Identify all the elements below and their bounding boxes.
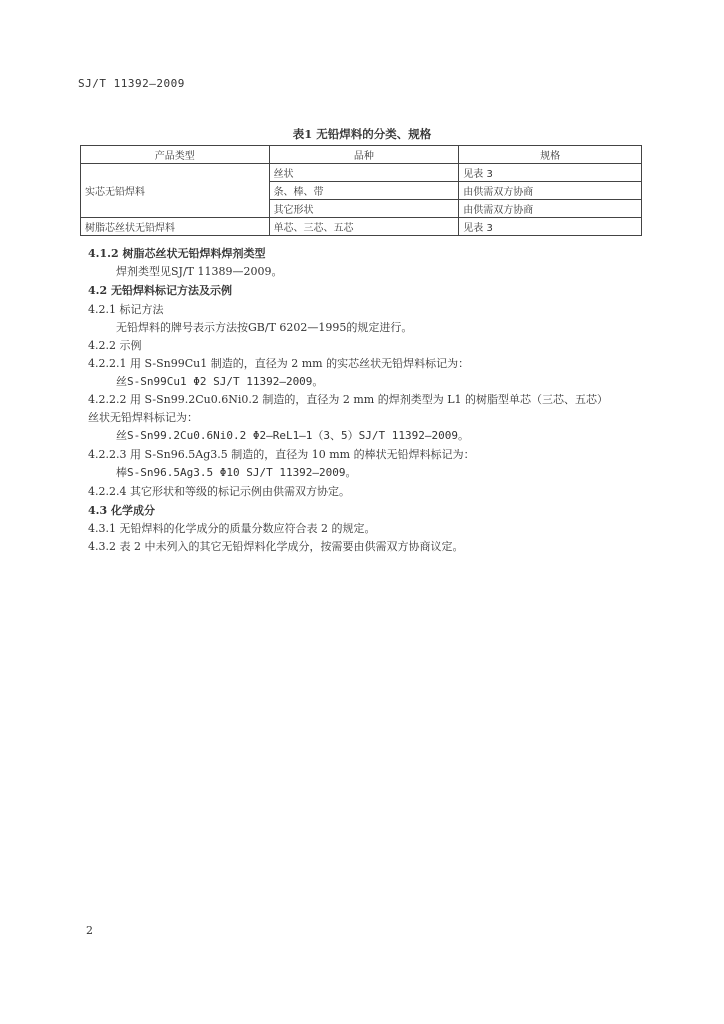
cell-product-type: 树脂芯丝状无铅焊料	[81, 218, 270, 236]
cell-variety: 其它形状	[269, 200, 459, 218]
table-header-row	[81, 146, 642, 164]
section-4-3-1-text: 4.3.1 无铅焊料的化学成分的质量分数应符合表 2 的规定。	[88, 522, 376, 535]
section-4-2-2-2-example: 丝S-Sn99.2Cu0.6Ni0.2 Φ2—ReL1—1（3、5）SJ/T 11392—2009。	[116, 429, 470, 442]
section-4-1-2-text: 焊剂类型见SJ/T 11389—2009。	[116, 265, 283, 278]
section-4-1-2-heading: 4.1.2 树脂芯丝状无铅焊料焊剂类型	[88, 247, 266, 260]
section-4-2-2-heading: 4.2.2 示例	[88, 339, 142, 352]
table-caption: 表1 无铅焊料的分类、规格	[292, 127, 432, 141]
section-4-2-1-text: 无铅焊料的牌号表示方法按GB/T 6202—1995的规定进行。	[116, 321, 413, 334]
cell-spec: 由供需双方协商	[459, 200, 642, 218]
section-4-2-2-1-example: 丝S-Sn99Cu1 Φ2 SJ/T 11392—2009。	[116, 375, 324, 388]
page-number: 2	[86, 924, 93, 937]
section-4-2-2-2-text: 4.2.2.2 用 S-Sn99.2Cu0.6Ni0.2 制造的，直径为 2 mm 的焊剂类型为 L1 的树脂型单芯（三芯、五芯）	[88, 393, 609, 406]
section-4-2-2-3-text: 4.2.2.3 用 S-Sn96.5Ag3.5 制造的，直径为 10 mm 的棒状无铅焊料标记为：	[88, 448, 475, 461]
section-4-2-heading: 4.2 无铅焊料标记方法及示例	[88, 284, 232, 297]
standard-number-header: SJ/T 11392—2009	[78, 77, 185, 90]
table-row	[81, 218, 642, 236]
column-header-spec: 规格	[459, 146, 642, 164]
section-4-2-1-heading: 4.2.1 标记方法	[88, 303, 164, 316]
section-4-2-2-1-text: 4.2.2.1 用 S-Sn99Cu1 制造的，直径为 2 mm 的实芯丝状无铅焊料标记为：	[88, 357, 470, 370]
table-row	[81, 164, 642, 182]
classification-table	[80, 145, 642, 236]
section-4-2-2-3-example: 棒S-Sn96.5Ag3.5 Φ10 SJ/T 11392—2009。	[116, 466, 357, 479]
cell-spec: 见表 3	[459, 164, 642, 182]
section-4-2-2-2-text-continued: 丝状无铅焊料标记为：	[88, 411, 198, 424]
section-4-3-heading: 4.3 化学成分	[88, 504, 155, 517]
cell-spec: 由供需双方协商	[459, 182, 642, 200]
cell-product-type: 实芯无铅焊料	[81, 164, 270, 218]
section-4-2-2-4-text: 4.2.2.4 其它形状和等级的标记示例由供需双方协定。	[88, 485, 350, 498]
column-header-variety: 品种	[269, 146, 459, 164]
section-4-3-2-text: 4.3.2 表 2 中未列入的其它无铅焊料化学成分，按需要由供需双方协商议定。	[88, 540, 464, 553]
cell-variety: 单芯、三芯、五芯	[269, 218, 459, 236]
column-header-type: 产品类型	[81, 146, 270, 164]
cell-spec: 见表 3	[459, 218, 642, 236]
cell-variety: 丝状	[269, 164, 459, 182]
cell-variety: 条、棒、带	[269, 182, 459, 200]
